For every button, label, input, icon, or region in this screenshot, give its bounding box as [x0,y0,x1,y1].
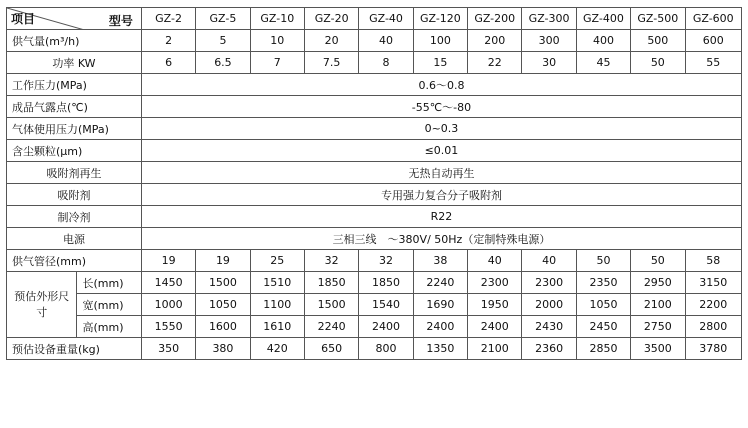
gas-supply-row [7,30,742,52]
row-label: 功率 KW [7,52,142,74]
item-heading: 项目 [11,12,36,26]
table-cell: 45 [576,52,630,74]
row-label: 含尘颗粒(μm) [7,140,142,162]
dew-point-row [7,96,742,118]
table-cell: 三相三线 ～380V/ 50Hz（定制特殊电源） [141,228,741,250]
row-label: 吸附剂 [7,184,142,206]
weight-row [7,338,742,360]
table-cell: 2800 [685,316,742,338]
model-header: GZ-600 [685,8,742,30]
table-cell: 1000 [141,294,195,316]
table-cell: 2950 [631,272,685,294]
table-cell: 5 [196,30,250,52]
table-cell: 19 [141,250,195,272]
table-cell: 2400 [468,316,522,338]
table-cell: 2240 [413,272,467,294]
model-header: GZ-400 [576,8,630,30]
model-heading: 型号 [108,14,133,28]
model-header: GZ-200 [468,8,522,30]
table-cell: 420 [250,338,304,360]
work-pressure-row [7,74,742,96]
table-cell: 1690 [413,294,467,316]
table-cell: 1850 [304,272,358,294]
model-header: GZ-120 [413,8,467,30]
row-label: 电源 [7,228,142,250]
table-cell: 8 [359,52,413,74]
table-cell: 1600 [196,316,250,338]
table-cell: 40 [522,250,576,272]
table-cell: 1350 [413,338,467,360]
table-cell: R22 [141,206,741,228]
size-length-row [7,272,742,294]
pipe-row [7,250,742,272]
dim-label: 高(mm) [77,316,141,338]
table-cell: 22 [468,52,522,74]
row-label: 供气管径(mm) [7,250,142,272]
table-cell: 200 [468,30,522,52]
table-cell: 7 [250,52,304,74]
power-row [7,52,742,74]
model-header: GZ-2 [141,8,195,30]
table-cell: 2850 [576,338,630,360]
spec-table [6,7,742,360]
row-label: 成品气露点(℃) [7,96,142,118]
table-cell: 1050 [576,294,630,316]
model-header: GZ-5 [196,8,250,30]
table-cell: 1100 [250,294,304,316]
table-cell: 2750 [631,316,685,338]
table-cell: 2400 [413,316,467,338]
table-cell: 40 [468,250,522,272]
table-cell: 0.6～0.8 [141,74,741,96]
table-cell: 3780 [685,338,742,360]
row-label: 气体使用压力(MPa) [7,118,142,140]
table-cell: 2300 [522,272,576,294]
table-cell: 600 [685,30,742,52]
table-cell: 7.5 [304,52,358,74]
table-cell: 2450 [576,316,630,338]
table-cell: 50 [576,250,630,272]
table-cell: 19 [196,250,250,272]
table-cell: 2350 [576,272,630,294]
table-cell: 专用强力复合分子吸附剂 [141,184,741,206]
model-header: GZ-40 [359,8,413,30]
table-cell: 1950 [468,294,522,316]
row-label: 吸附剂再生 [7,162,142,184]
table-cell: 400 [576,30,630,52]
table-cell: 6.5 [196,52,250,74]
table-cell: 10 [250,30,304,52]
table-cell: 40 [359,30,413,52]
table-cell: 2240 [304,316,358,338]
table-cell: 2000 [522,294,576,316]
model-header: GZ-500 [631,8,685,30]
table-cell: 6 [141,52,195,74]
table-cell: ≤0.01 [141,140,741,162]
dim-label: 长(mm) [77,272,141,294]
header-row [7,8,742,30]
table-cell: 1500 [196,272,250,294]
dim-label: 宽(mm) [77,294,141,316]
table-cell: 30 [522,52,576,74]
table-cell: 58 [685,250,742,272]
spec-table-container [6,7,742,408]
table-cell: 2360 [522,338,576,360]
refrigerant-row [7,206,742,228]
table-cell: 1550 [141,316,195,338]
row-label: 预估设备重量(kg) [7,338,142,360]
table-cell: 2400 [359,316,413,338]
table-cell: 300 [522,30,576,52]
table-cell: 1500 [304,294,358,316]
table-cell: 3150 [685,272,742,294]
row-label: 工作压力(MPa) [7,74,142,96]
table-cell: 2 [141,30,195,52]
table-cell: 800 [359,338,413,360]
table-cell: 2200 [685,294,742,316]
table-cell: 350 [141,338,195,360]
row-label: 供气量(m³/h) [7,30,142,52]
size-height-row [7,316,742,338]
size-label: 预估外形尺寸 [7,272,77,338]
table-cell: 38 [413,250,467,272]
table-cell: 2300 [468,272,522,294]
table-cell: 50 [631,250,685,272]
table-cell: 20 [304,30,358,52]
table-cell: 15 [413,52,467,74]
table-cell: 500 [631,30,685,52]
table-cell: 0~0.3 [141,118,741,140]
dust-row [7,140,742,162]
table-cell: 100 [413,30,467,52]
corner-cell [7,8,142,30]
table-cell: 2100 [631,294,685,316]
power-supply-row [7,228,742,250]
table-cell: 1450 [141,272,195,294]
model-header: GZ-20 [304,8,358,30]
table-cell: 25 [250,250,304,272]
table-cell: 1540 [359,294,413,316]
table-cell: 无热自动再生 [141,162,741,184]
table-cell: 3500 [631,338,685,360]
table-cell: 1050 [196,294,250,316]
table-cell: 2430 [522,316,576,338]
table-cell: 380 [196,338,250,360]
table-cell: 50 [631,52,685,74]
table-cell: 1510 [250,272,304,294]
regen-row [7,162,742,184]
use-pressure-row [7,118,742,140]
table-cell: 650 [304,338,358,360]
table-cell: 32 [359,250,413,272]
adsorbent-row [7,184,742,206]
table-cell: -55℃～-80 [141,96,741,118]
size-width-row [7,294,742,316]
table-cell: 1850 [359,272,413,294]
model-header: GZ-300 [522,8,576,30]
table-cell: 2100 [468,338,522,360]
table-cell: 1610 [250,316,304,338]
table-cell: 32 [304,250,358,272]
model-header: GZ-10 [250,8,304,30]
row-label: 制冷剂 [7,206,142,228]
table-cell: 55 [685,52,742,74]
